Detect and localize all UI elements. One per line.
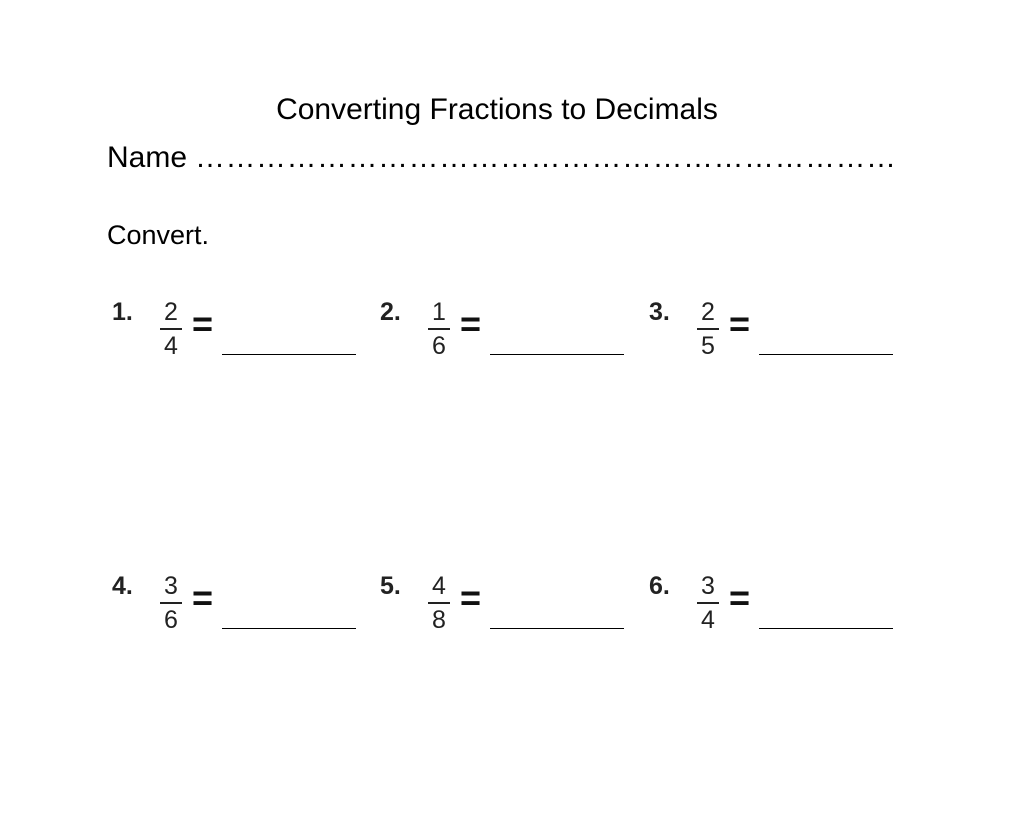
fraction-bar: [697, 328, 719, 330]
answer-blank[interactable]: [490, 354, 624, 355]
worksheet-title: Converting Fractions to Decimals: [276, 93, 718, 126]
problem-number: 3.: [649, 298, 670, 326]
fraction: [691, 572, 725, 634]
problem-4: [112, 572, 372, 652]
fraction: [422, 298, 456, 360]
fraction: [422, 572, 456, 634]
answer-blank[interactable]: [759, 628, 893, 629]
fraction-denominator: 4: [701, 606, 715, 634]
fraction-bar: [160, 328, 182, 330]
fraction-bar: [697, 602, 719, 604]
fraction-numerator: 3: [164, 572, 178, 600]
fraction-numerator: 2: [164, 298, 178, 326]
fraction-numerator: 1: [432, 298, 446, 326]
instruction-text: Convert.: [107, 220, 210, 250]
problem-number: 5.: [380, 572, 401, 600]
name-line: [107, 140, 897, 176]
fraction-denominator: 4: [164, 332, 178, 360]
fraction-numerator: 2: [701, 298, 715, 326]
fraction-numerator: 4: [432, 572, 446, 600]
fraction: [154, 298, 188, 360]
equals-sign: =: [192, 577, 214, 618]
fraction-bar: [160, 602, 182, 604]
problem-number: 2.: [380, 298, 401, 326]
problem-6: [649, 572, 909, 652]
equals-sign: =: [460, 303, 482, 344]
problem-number: 6.: [649, 572, 670, 600]
answer-blank[interactable]: [490, 628, 624, 629]
equals-sign: =: [460, 577, 482, 618]
fraction: [154, 572, 188, 634]
fraction-denominator: 6: [164, 606, 178, 634]
fraction-bar: [428, 602, 450, 604]
problem-number: 1.: [112, 298, 133, 326]
fraction-denominator: 5: [701, 332, 715, 360]
problem-2: [380, 298, 640, 378]
problem-5: [380, 572, 640, 652]
answer-blank[interactable]: [222, 354, 356, 355]
equals-sign: =: [729, 303, 751, 344]
problem-1: [112, 298, 372, 378]
answer-blank[interactable]: [759, 354, 893, 355]
fraction-numerator: 3: [701, 572, 715, 600]
name-dotted-line: ……………………………………………………………: [195, 141, 897, 174]
name-label: Name: [107, 141, 188, 174]
fraction-bar: [428, 328, 450, 330]
equals-sign: =: [729, 577, 751, 618]
answer-blank[interactable]: [222, 628, 356, 629]
equals-sign: =: [192, 303, 214, 344]
fraction-denominator: 6: [432, 332, 446, 360]
problem-3: [649, 298, 909, 378]
fraction: [691, 298, 725, 360]
problem-number: 4.: [112, 572, 133, 600]
fraction-denominator: 8: [432, 606, 446, 634]
